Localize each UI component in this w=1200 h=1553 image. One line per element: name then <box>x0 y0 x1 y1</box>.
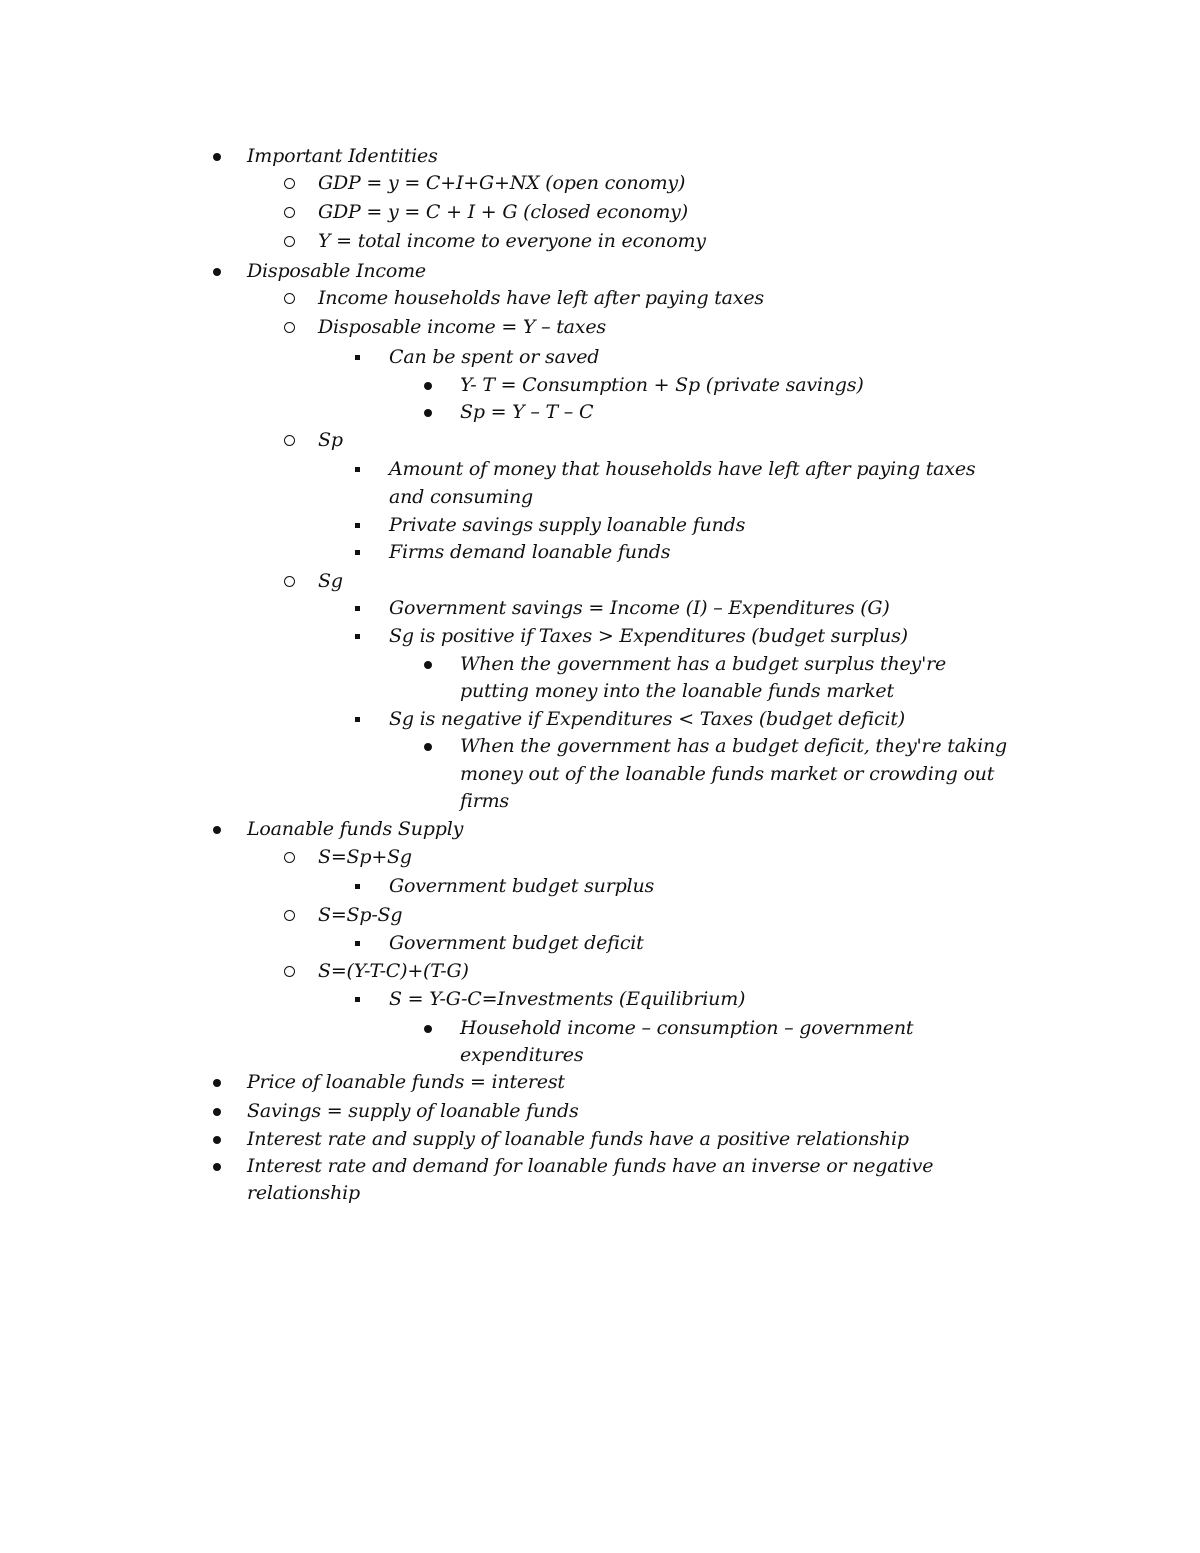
list-item-text-continuation: relationship <box>247 1182 360 1204</box>
bullet-square-icon <box>355 606 360 611</box>
list-item-text: Sg <box>318 570 343 592</box>
bullet-dot-icon <box>424 661 432 669</box>
list-item-text-continuation: expenditures <box>460 1044 584 1066</box>
bullet-square-icon <box>355 523 360 528</box>
list-item-text: When the government has a budget deficit, they're taking <box>460 735 1008 757</box>
list-item-text: Firms demand loanable funds <box>389 541 671 563</box>
list-item-text: Sp = Y – T – C <box>460 401 594 423</box>
bullet-circle-icon <box>284 322 295 333</box>
bullet-square-icon <box>355 355 360 360</box>
bullet-square-icon <box>355 717 360 722</box>
bullet-circle-icon <box>284 207 295 218</box>
bullet-dot-icon <box>424 409 432 417</box>
list-item-text: Private savings supply loanable funds <box>389 514 746 536</box>
list-item-text: S=(Y-T-C)+(T-G) <box>318 960 469 982</box>
bullet-dot-icon <box>213 826 221 834</box>
bullet-circle-icon <box>284 435 295 446</box>
list-item-text: Loanable funds Supply <box>247 818 464 840</box>
list-item-text: When the government has a budget surplus they're <box>460 653 947 675</box>
list-item-text-continuation: putting money into the loanable funds market <box>460 680 894 702</box>
list-item-text: Income households have left after paying taxes <box>318 287 764 309</box>
bullet-square-icon <box>355 941 360 946</box>
bullet-square-icon <box>355 634 360 639</box>
list-item-text: Government budget deficit <box>389 932 644 954</box>
bullet-dot-icon <box>213 153 221 161</box>
list-item-text: S = Y-G-C=Investments (Equilibrium) <box>389 988 746 1010</box>
list-item-text: Y- T = Consumption + Sp (private savings) <box>460 374 864 396</box>
list-item-text: Disposable income = Y – taxes <box>318 316 606 338</box>
bullet-circle-icon <box>284 576 295 587</box>
bullet-dot-icon <box>213 1108 221 1116</box>
bullet-circle-icon <box>284 852 295 863</box>
bullet-circle-icon <box>284 236 295 247</box>
list-item-text: Savings = supply of loanable funds <box>247 1100 579 1122</box>
bullet-square-icon <box>355 884 360 889</box>
list-item-text: GDP = y = C+I+G+NX (open conomy) <box>318 172 686 194</box>
list-item-text: Household income – consumption – government <box>460 1017 914 1039</box>
list-item-text: Y = total income to everyone in economy <box>318 230 706 252</box>
bullet-dot-icon <box>213 1079 221 1087</box>
bullet-dot-icon <box>213 268 221 276</box>
list-item-text: Sg is positive if Taxes > Expenditures (budget surplus) <box>389 625 908 647</box>
bullet-circle-icon <box>284 910 295 921</box>
list-item-text: Sg is negative if Expenditures < Taxes (budget deficit) <box>389 708 905 730</box>
list-item-text: Important Identities <box>247 145 438 167</box>
bullet-circle-icon <box>284 293 295 304</box>
list-item-text-continuation: money out of the loanable funds market or crowding out <box>460 763 995 785</box>
list-item-text: GDP = y = C + I + G (closed economy) <box>318 201 688 223</box>
list-item-text: Price of loanable funds = interest <box>247 1071 565 1093</box>
list-item-text-continuation: firms <box>460 790 509 812</box>
bullet-square-icon <box>355 550 360 555</box>
list-item-text: Disposable Income <box>247 260 426 282</box>
bullet-dot-icon <box>424 743 432 751</box>
list-item-text: Sp <box>318 429 343 451</box>
bullet-dot-icon <box>424 382 432 390</box>
bullet-dot-icon <box>213 1136 221 1144</box>
bullet-dot-icon <box>213 1163 221 1171</box>
list-item-text: Interest rate and demand for loanable funds have an inverse or negative <box>247 1155 934 1177</box>
bullet-circle-icon <box>284 966 295 977</box>
list-item-text: S=Sp-Sg <box>318 904 403 926</box>
bullet-circle-icon <box>284 178 295 189</box>
list-item-text: Interest rate and supply of loanable funds have a positive relationship <box>247 1128 909 1150</box>
list-item-text: Government budget surplus <box>389 875 655 897</box>
list-item-text: S=Sp+Sg <box>318 846 412 868</box>
bullet-dot-icon <box>424 1025 432 1033</box>
list-item-text-continuation: and consuming <box>389 486 533 508</box>
list-item-text: Amount of money that households have left after paying taxes <box>389 458 976 480</box>
bullet-square-icon <box>355 997 360 1002</box>
list-item-text: Can be spent or saved <box>389 346 600 368</box>
list-item-text: Government savings = Income (I) – Expenditures (G) <box>389 597 890 619</box>
bullet-square-icon <box>355 467 360 472</box>
